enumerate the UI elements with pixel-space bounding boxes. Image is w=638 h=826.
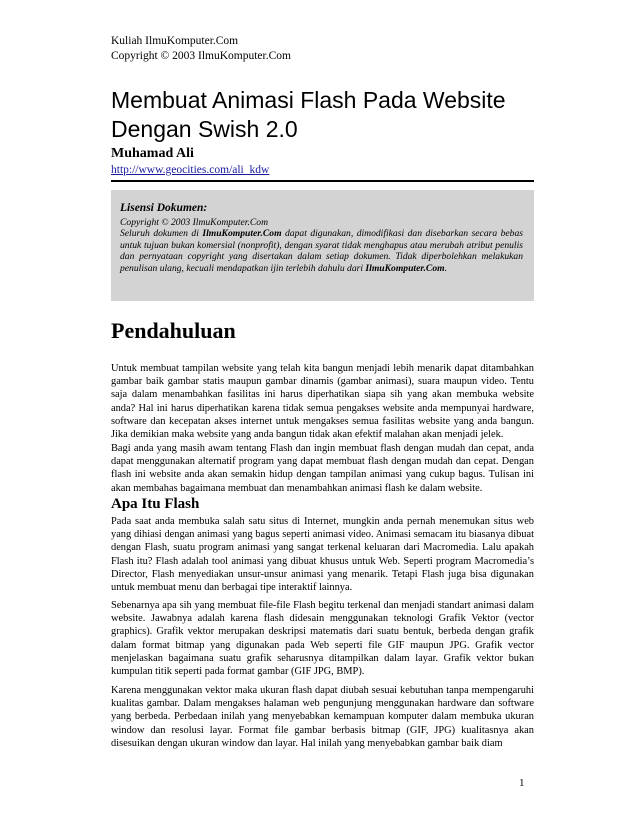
license-copyright: Copyright © 2003 IlmuKomputer.Com bbox=[120, 216, 268, 228]
license-text bbox=[120, 228, 523, 274]
page-header bbox=[111, 34, 291, 64]
page-number: 1 bbox=[519, 777, 525, 789]
license-site-name: IlmuKomputer.Com bbox=[202, 228, 282, 240]
header-copyright: Copyright © 2003 IlmuKomputer.Com bbox=[111, 50, 291, 62]
author-url-link[interactable]: http://www.geocities.com/ali_kdw bbox=[111, 164, 270, 176]
title-divider bbox=[111, 180, 534, 182]
author-name: Muhamad Ali bbox=[111, 146, 194, 161]
paragraph: Untuk membuat tampilan website yang telah kita bangun menjadi lebih menarik dapat ditambahkan gambar baik gambar statis maupun gambar dinamis (gambar animasi), suara maupun video. Tentu saja dalam menambahkan fasilitas ini harus diperhatikan siapa sih yang akan membuka website anda? Hal ini harus diperhatikan karena tidak semua pengakses website anda mempunyai hardware, software dan kecepatan akses internet untuk mengakses semua fasilitas website yang anda bangun. Jika demikian maka website yang anda bangun tidak akan efektif malahan akan menjadi jelek. bbox=[111, 363, 534, 441]
license-box bbox=[111, 190, 534, 301]
license-text-middle: dapat digunakan, dimodifikasi dan disebarkan secara bebas untuk tujuan bukan komersial (nonprofit), dengan syarat tidak menghapus atau merubah atribut penulis dan pernyataan copyright yang disertakan dalam setiap dokumen. Tidak diperbolehkan melakukan penulisan ulang, kecuali mendapatkan ijin terlebih dahulu dari bbox=[120, 228, 523, 274]
license-period: . bbox=[444, 262, 447, 274]
license-text-start: Seluruh dokumen di bbox=[120, 228, 203, 240]
paragraph: Sebenarnya apa sih yang membuat file-file Flash begitu terkenal dan menjadi standart animasi dalam website. Jawabnya adalah karena flash didesain menggunakan teknologi Grafik Vektor (vector graphics). Grafik vektor merupakan deskripsi matematis dari suatu bentuk, berbeda dengan grafik dalam format bitmap yang digunakan pada Web seperti file GIF maupun JPG. Grafik vector menjelaskan bagaimana suatu grafik seharusnya ditampilkan dalam layar. Grafik vektor bukan kumpulan titik seperti pada format gambar (GIF JPG, BMP). bbox=[111, 600, 534, 678]
license-site-name-end: IlmuKomputer.Com bbox=[365, 262, 445, 274]
section-heading-pendahuluan: Pendahuluan bbox=[111, 318, 236, 343]
license-title: Lisensi Dokumen: bbox=[120, 202, 208, 214]
header-course: Kuliah IlmuKomputer.Com bbox=[111, 35, 239, 47]
paragraph: Bagi anda yang masih awam tentang Flash dan ingin membuat flash dengan mudah dan cepat, anda dapat menggunakan alternatif program yang dapat membuat flash dengan mudah dan cepat. Dengan flash ini website anda akan semakin hidup dengan tampilan animasi yang cukup bagus. Tulisan ini akan membahas bagaimana membuat dan menambahkan animasi flash ke dalam website. bbox=[111, 443, 534, 494]
document-title: Membuat Animasi Flash Pada Website Dengan Swish 2.0 bbox=[111, 87, 506, 142]
section-heading-apa-itu-flash: Apa Itu Flash bbox=[111, 496, 200, 512]
paragraph: Pada saat anda membuka salah satu situs di Internet, mungkin anda pernah menemukan situs web yang dihiasi dengan animasi yang bagus seperti animasi video. Animasi semacam itu biasanya dibuat dengan Flash, suatu program animasi yang sangat terkenal keluaran dari Macromedia. Lalu apakah Flash itu? Flash adalah tool animasi yang dibuat khusus untuk Web. Seperti program Macromedia’s Director, Flash menyediakan unsur-unsur animasi yang menarik. Tetapi Flash juga bisa digunakan untuk membuat menu dan berbagai tipe interaktif lainnya. bbox=[111, 516, 534, 594]
paragraph: Karena menggunakan vektor maka ukuran flash dapat diubah sesuai kebutuhan tanpa mempengaruhi kualitas gambar. Dalam mengakses halaman web pengunjung menggunakan hardware dan software yang berbeda. Perbedaan inilah yang menyebabkan kemampuan komputer dalam membuka ukuran window dan resolusi layar. Format file gambar berbasis bitmap (GIF, JPG) kualitasnya akan disesuikan dengan ukuran window dan layar. Hal inilah yang menyebabkan gambar baik diam bbox=[111, 685, 534, 749]
